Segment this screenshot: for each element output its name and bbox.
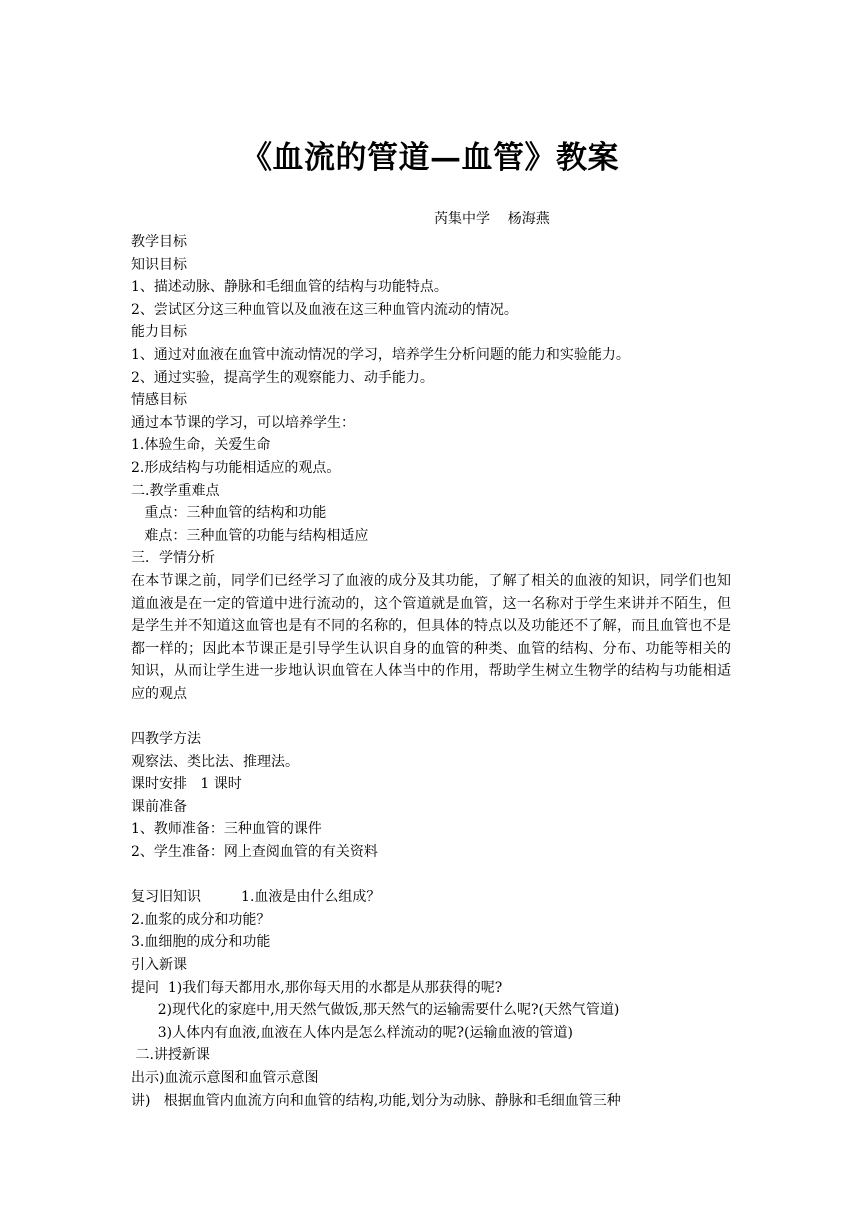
key-point: 重点：三种血管的结构和功能	[131, 505, 327, 522]
heading-student-analysis: 三．学情分析	[131, 550, 215, 567]
document-author: 芮集中学 杨海燕	[434, 211, 550, 227]
emotion-goal-1: 1.体验生命，关爱生命	[131, 437, 271, 454]
heading-emotion-goals: 情感目标	[131, 392, 187, 409]
blank-line	[131, 705, 731, 728]
review-question-3: 3.血细胞的成分和功能	[131, 934, 271, 951]
heading-ability-goals: 能力目标	[131, 324, 187, 341]
emotion-goal-2: 2.形成结构与功能相适应的观点。	[131, 459, 341, 476]
knowledge-goal-1: 1、描述动脉、静脉和毛细血管的结构与功能特点。	[131, 279, 448, 296]
heading-new-lesson: 二.讲授新课	[131, 1047, 210, 1064]
heading-key-points: 二.教学重难点	[131, 482, 220, 499]
intro-question-3: 3)人体内有血液,血液在人体内是怎么样流动的呢?(运输血液的管道)	[131, 1024, 573, 1041]
ability-goal-2: 2、通过实验，提高学生的观察能力、动手能力。	[131, 369, 434, 386]
ability-goal-1: 1、通过对血液在血管中流动情况的学习，培养学生分析问题的能力和实验能力。	[131, 346, 630, 363]
heading-teaching-goals: 教学目标	[131, 234, 187, 250]
document-body	[131, 231, 731, 1112]
blank-line	[131, 864, 731, 887]
show-diagrams: 出示)血流示意图和血管示意图	[131, 1069, 319, 1086]
document-title: 《血流的管道—血管》教案	[241, 140, 619, 176]
difficult-point: 难点：三种血管的功能与结构相适应	[131, 527, 369, 544]
emotion-goal-intro: 通过本节课的学习，可以培养学生：	[131, 414, 355, 431]
heading-teaching-methods: 四教学方法	[131, 731, 201, 748]
student-analysis-paragraph: 在本节课之前，同学们已经学习了血液的成分及其功能，了解了相关的血液的知识，同学们也知道血液是在一定的管道中进行流动的，这个管道就是血管，这一名称对于学生来讲并不陌生，但是学生并不知道这血管也是有不同的名称的，但具体的特点以及功能还不了解，而且血管也不是都一样的；因此本节课正是引导学生认识自身的血管的种类、血管的结构、分布、功能等相关的知识，从而让学生进一步地认识血管在人体当中的作用，帮助学生树立生物学的结构与功能相适应的观点	[131, 572, 731, 702]
knowledge-goal-2: 2、尝试区分这三种血管以及血液在这三种血管内流动的情况。	[131, 301, 518, 318]
heading-preparation: 课前准备	[131, 798, 187, 815]
review-question-1: 复习旧知识 1.血液是由什么组成？	[131, 889, 381, 906]
intro-question-2: 2)现代化的家庭中,用天然气做饭,那天然气的运输需要什么呢?(天然气管道)	[131, 1002, 620, 1019]
class-hours: 课时安排 1 课时	[131, 776, 242, 793]
teaching-methods: 观察法、类比法、推理法。	[131, 753, 299, 770]
heading-knowledge-goals: 知识目标	[131, 256, 187, 273]
lecture-line: 讲) 根据血管内血流方向和血管的结构,功能,划分为动脉、静脉和毛细血管三种	[131, 1092, 621, 1109]
heading-introduction: 引入新课	[131, 957, 187, 973]
review-question-2: 2.血浆的成分和功能？	[131, 911, 271, 928]
student-preparation: 2、学生准备：网上查阅血管的有关资料	[131, 844, 378, 861]
teacher-preparation: 1、教师准备：三种血管的课件	[131, 821, 322, 838]
intro-question-1: 提问 1)我们每天都用水,那你每天用的水都是从那获得的呢?	[131, 979, 503, 996]
